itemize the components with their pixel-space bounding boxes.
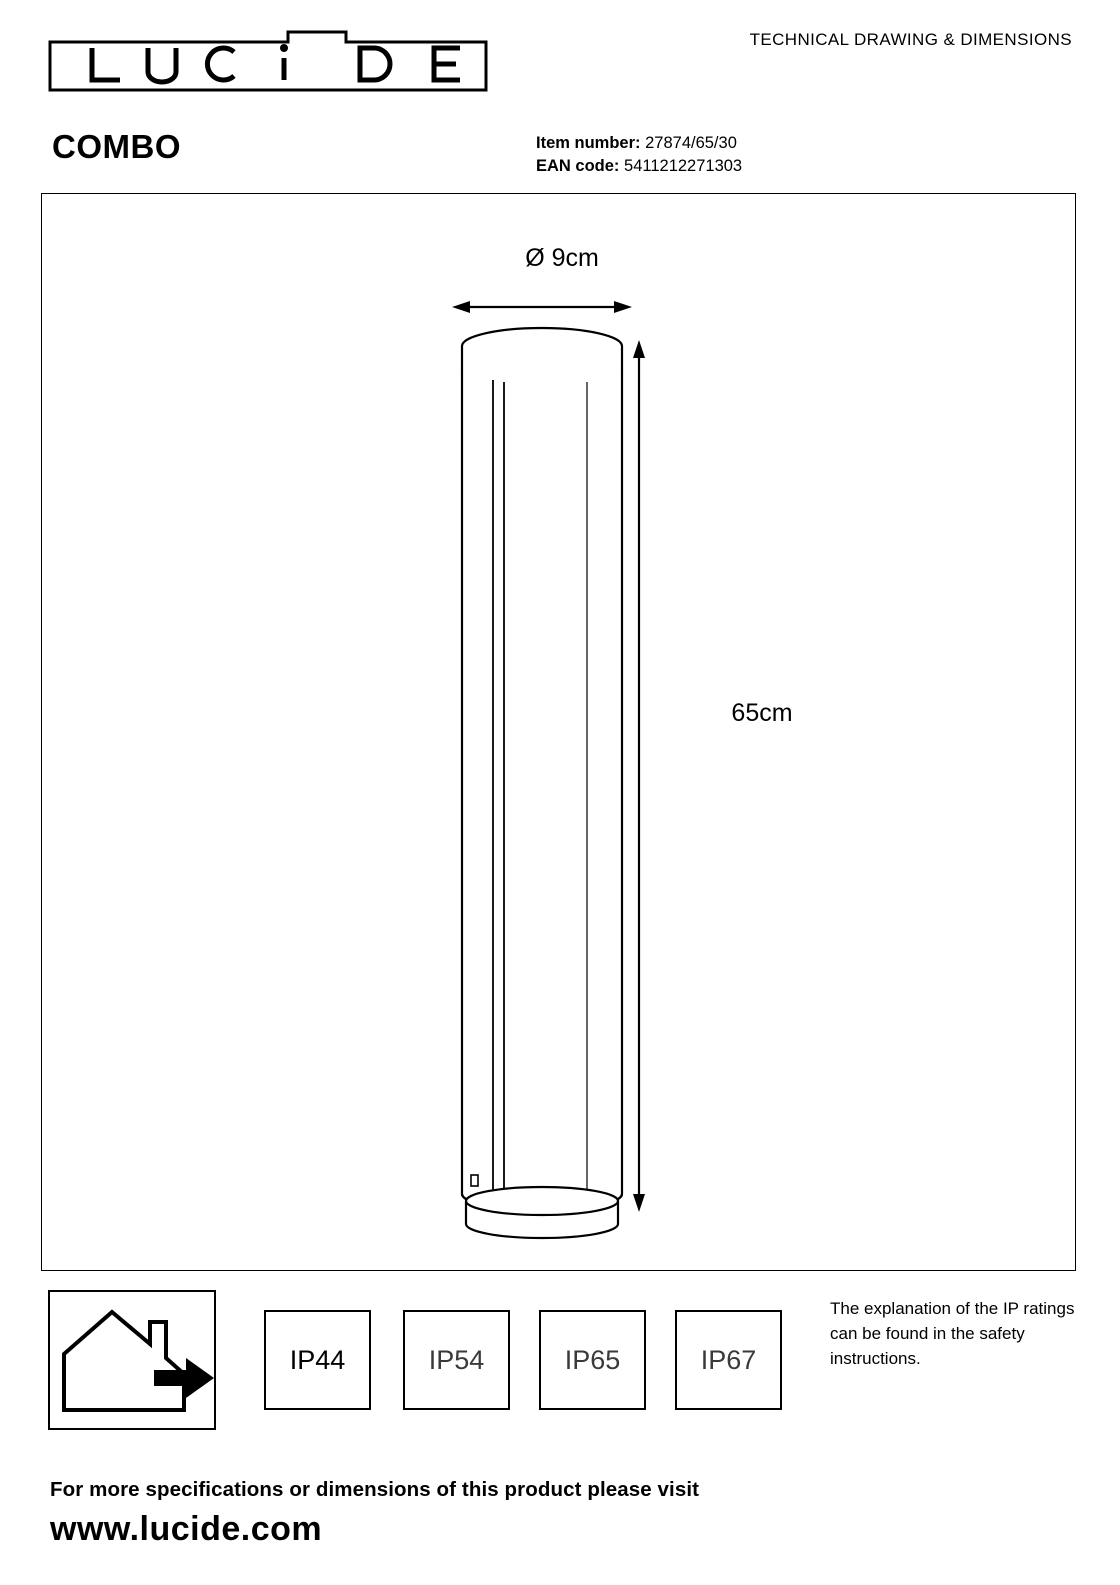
item-number-value: 27874/65/30 — [645, 134, 737, 152]
item-number-label: Item number: — [536, 134, 641, 152]
ip-rating-label: IP44 — [289, 1344, 346, 1375]
technical-drawing-frame — [41, 193, 1076, 1271]
page-header — [48, 22, 1072, 94]
ean-line — [536, 155, 742, 178]
page-footer — [50, 1478, 1070, 1549]
ip-rating-label: IP67 — [700, 1344, 757, 1375]
page-title: COMBO — [52, 128, 181, 165]
ip-explanation-note: The explanation of the IP ratings can be found in the safety instructions. — [830, 1299, 1075, 1368]
header-caption: TECHNICAL DRAWING & DIMENSIONS — [749, 30, 1072, 49]
website-link[interactable]: www.lucide.com — [50, 1510, 323, 1548]
ean-label: EAN code: — [536, 157, 620, 175]
ip-rating-ip67 — [675, 1310, 782, 1410]
footer-text: For more specifications or dimensions of this product please visit — [50, 1478, 700, 1501]
ean-value: 5411212271303 — [624, 157, 743, 175]
ip-rating-ip44 — [264, 1310, 371, 1410]
lucide-logo — [48, 30, 488, 92]
house-icon — [64, 1312, 184, 1410]
ip-rating-ip54 — [403, 1310, 510, 1410]
title-row — [52, 128, 1072, 188]
ip-rating-label: IP65 — [564, 1344, 621, 1375]
ip-rating-row — [48, 1290, 1078, 1430]
height-dimension-label: 65cm — [731, 699, 793, 727]
product-meta — [536, 132, 742, 178]
ip-rating-label: IP54 — [428, 1344, 485, 1375]
product-technical-drawing — [42, 194, 1075, 1270]
item-number-line — [536, 132, 742, 155]
outdoor-house-indicator — [48, 1290, 216, 1430]
diameter-dimension-label: Ø 9cm — [525, 244, 599, 272]
ip-rating-ip65 — [539, 1310, 646, 1410]
